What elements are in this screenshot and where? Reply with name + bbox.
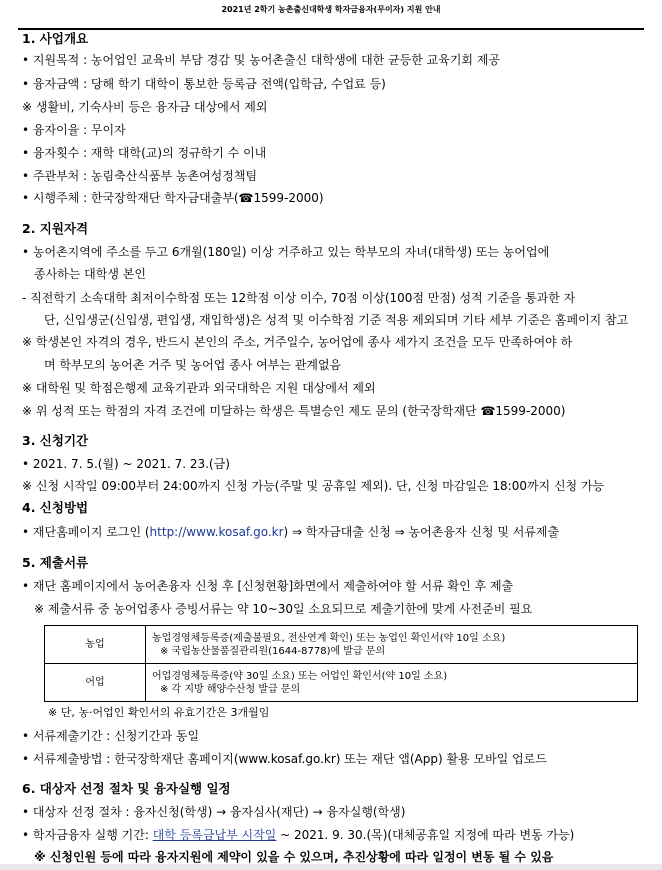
section-1-line: • 시행주체 : 한국장학재단 학자금대출부(☎1599-2000) bbox=[22, 191, 324, 205]
section-2-note: ※ 위 성적 또는 학점의 자격 조건에 미달하는 학생은 특별승인 제도 문의 (한국장학재단 ☎1599-2000) bbox=[22, 404, 566, 418]
documents-table bbox=[44, 625, 638, 702]
section-5-line: • 재단 홈페이지에서 농어촌융자 신청 후 [신청현황]화면에서 제출하여야 할 서류 확인 후 제출 bbox=[22, 579, 514, 593]
title-underline bbox=[18, 28, 644, 30]
tuition-start-date-link[interactable]: 대학 등록금납부 시작일 bbox=[152, 828, 277, 842]
section-6-line: • 대상자 선정 절차 : 융자신청(학생) → 융자심사(재단) → 융자실행(학생) bbox=[22, 805, 406, 819]
table-cell-note: ※ 국립농산물품질관리원(1644-8778)에 발급 문의 bbox=[160, 645, 386, 657]
section-1-line: • 융자횟수 : 재학 대학(교)의 정규학기 수 이내 bbox=[22, 146, 267, 160]
section-6-text: • 학자금융자 실행 기간: bbox=[22, 828, 153, 842]
section-5-line: • 서류제출기간 : 신청기간과 동일 bbox=[22, 729, 200, 743]
table-cell-line: 농업경영체등록증(제출불필요, 전산연계 확인) 또는 농업인 확인서(약 10일 소요) bbox=[152, 632, 506, 644]
section-2-note: ※ 학생본인 자격의 경우, 반드시 본인의 주소, 거주일수, 농어업에 종사 세가지 조건을 모두 만족하여야 하 bbox=[22, 335, 573, 349]
bottom-scrollbar-track bbox=[0, 864, 662, 870]
section-4-text: ) ⇒ 학자금대출 신청 ⇒ 농어촌융자 신청 및 서류제출 bbox=[283, 525, 560, 539]
section-3-line: • 2021. 7. 5.(월) ~ 2021. 7. 23.(금) bbox=[22, 457, 230, 471]
table-label: 어업 bbox=[45, 664, 146, 702]
table-cell-line: 어업경영체등록증(약 30일 소요) 또는 어업인 확인서(약 10일 소요) bbox=[152, 670, 448, 682]
section-4-line bbox=[22, 524, 559, 540]
section-2-line-cont: 단, 신입생군(신입생, 편입생, 재입학생)은 성적 및 이수학점 기준 적용 제외되며 기타 세부 기준은 홈페이지 참고 bbox=[44, 313, 629, 327]
table-cell bbox=[146, 626, 638, 664]
section-4-heading: 4. 신청방법 bbox=[22, 500, 89, 515]
section-6-line bbox=[22, 827, 574, 843]
section-2-line-cont: 종사하는 대학생 본인 bbox=[34, 267, 146, 281]
section-3-note: ※ 신청 시작일 09:00부터 24:00까지 신청 가능(주말 및 공휴일 제외). 단, 신청 마감일은 18:00까지 신청 가능 bbox=[22, 479, 605, 493]
section-6-text: ~ 2021. 9. 30.(목)(대체공휴일 지정에 따라 변동 가능) bbox=[276, 828, 575, 842]
section-5-line: • 서류제출방법 : 한국장학재단 홈페이지(www.kosaf.go.kr) 또는 재단 앱(App) 활용 모바일 업로드 bbox=[22, 752, 547, 766]
section-3-heading: 3. 신청기간 bbox=[22, 433, 89, 448]
table-label: 농업 bbox=[45, 626, 146, 664]
section-1-heading: 1. 사업개요 bbox=[22, 31, 89, 46]
section-2-note: ※ 대학원 및 학점은행제 교육기관과 외국대학은 지원 대상에서 제외 bbox=[22, 381, 376, 395]
section-4-text: • 재단홈페이지 로그인 ( bbox=[22, 525, 150, 539]
section-6-heading: 6. 대상자 선정 절차 및 융자실행 일정 bbox=[22, 781, 231, 796]
table-row bbox=[45, 626, 638, 664]
section-2-line: • 농어촌지역에 주소를 두고 6개월(180일) 이상 거주하고 있는 학부모의 자녀(대학생) 또는 농어업에 bbox=[22, 245, 550, 259]
section-2-note-cont: 며 학부모의 농어촌 거주 및 농어업 종사 여부는 관계없음 bbox=[44, 358, 342, 372]
table-row bbox=[45, 664, 638, 702]
section-1-line: • 융자금액 : 당해 학기 대학이 통보한 등록금 전액(입학금, 수업료 등) bbox=[22, 77, 386, 91]
page-title: 2021년 2학기 농촌출신대학생 학자금융자(무이자) 지원 안내 bbox=[221, 5, 441, 14]
section-2-line: - 직전학기 소속대학 최저이수학점 또는 12학점 이상 이수, 70점 이상(100점 만점) 성적 기준을 통과한 자 bbox=[22, 291, 576, 305]
kosaf-link[interactable]: http://www.kosaf.go.kr bbox=[149, 525, 284, 539]
section-5-note: ※ 제출서류 중 농어업종사 증빙서류는 약 10~30일 소요되므로 제출기한에 맞게 사전준비 필요 bbox=[34, 602, 533, 616]
section-1-line: • 지원목적 : 농어업인 교육비 부담 경감 및 농어촌출신 대학생에 대한 균등한 교육기회 제공 bbox=[22, 53, 501, 67]
section-1-line: • 주관부처 : 농림축산식품부 농촌여성정책팀 bbox=[22, 169, 258, 183]
section-1-line: • 융자이율 : 무이자 bbox=[22, 123, 126, 137]
section-2-heading: 2. 지원자격 bbox=[22, 221, 89, 236]
section-1-note: ※ 생활비, 기숙사비 등은 융자금 대상에서 제외 bbox=[22, 100, 268, 114]
table-cell-note: ※ 각 지방 해양수산청 발급 문의 bbox=[160, 683, 301, 695]
section-5-table-note: ※ 단, 농·어업인 확인서의 유효기간은 3개월임 bbox=[48, 706, 270, 719]
table-cell bbox=[146, 664, 638, 702]
section-5-heading: 5. 제출서류 bbox=[22, 555, 89, 570]
section-6-note: ※ 신청인원 등에 따라 융자지원에 제약이 있을 수 있으며, 추진상황에 따라 일정이 변동 될 수 있음 bbox=[34, 850, 554, 864]
